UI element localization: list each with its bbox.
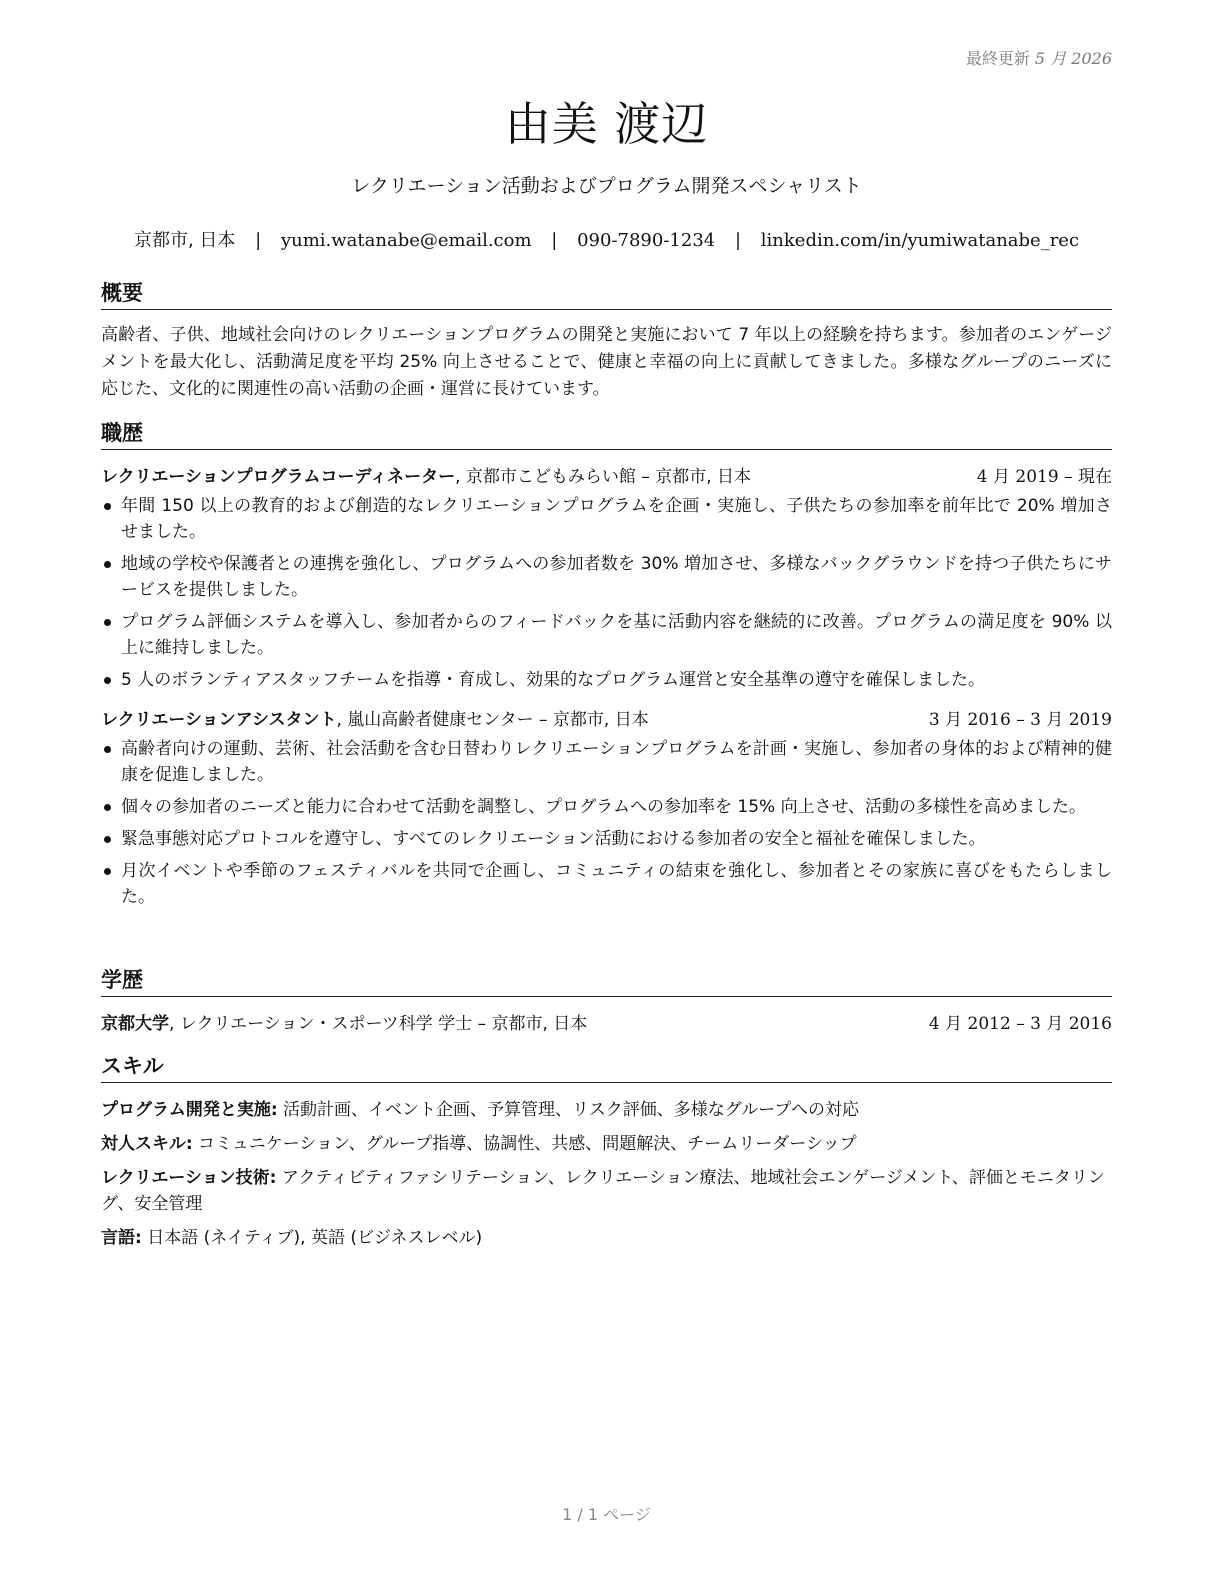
list-item: 5 人のボランティアスタッフチームを指導・育成し、効果的なプログラム運営と安全基準の遵守を確保しました。: [101, 667, 1112, 693]
contact-line: [101, 226, 1112, 252]
skill-label: 対人スキル:: [101, 1134, 193, 1154]
contact-phone[interactable]: 090-7890-1234: [577, 230, 716, 251]
candidate-tagline: レクリエーション活動およびプログラム開発スペシャリスト: [351, 175, 862, 197]
education-school: 京都大学: [101, 1014, 169, 1034]
skill-value: 日本語 (ネイティブ), 英語 (ビジネスレベル): [141, 1228, 483, 1248]
list-item: 月次イベントや季節のフェスティバルを共同で企画し、コミュニティの結束を強化し、参加者とその家族に喜びをもたらしました。: [101, 858, 1112, 910]
job-header: [101, 464, 1112, 491]
education-detail: , レクリエーション・スポーツ科学 学士 – 京都市, 日本: [169, 1014, 588, 1034]
list-item: 高齢者向けの運動、芸術、社会活動を含む日替わりレクリエーションプログラムを計画・実施し、参加者の身体的および精神的健康を促進しました。: [101, 736, 1112, 788]
skills-title: スキル: [101, 1050, 1112, 1083]
education-dates: 4 月 2012 – 3 月 2016: [928, 1014, 1112, 1034]
summary-title: 概要: [101, 277, 1112, 310]
contact-separator: |: [734, 230, 742, 251]
job-entry: [101, 464, 1112, 693]
last-updated: [966, 46, 1112, 69]
education-entry: [101, 1011, 1112, 1038]
job-role: レクリエーションアシスタント: [101, 710, 337, 730]
list-item: プログラム評価システムを導入し、参加者からのフィードバックを基に活動内容を継続的に改善。プログラムの満足度を 90% 以上に維持しました。: [101, 609, 1112, 661]
page-indicator: 1 / 1 ページ: [562, 1505, 651, 1524]
list-item: 緊急事態対応プロトコルを遵守し、すべてのレクリエーション活動における参加者の安全と福祉を確保しました。: [101, 826, 1112, 852]
job-dates: 3 月 2016 – 3 月 2019: [928, 710, 1112, 730]
skill-label: 言語:: [101, 1228, 142, 1248]
contact-location: 京都市, 日本: [133, 230, 236, 251]
list-item: 個々の参加者のニーズと能力に合わせて活動を調整し、プログラムへの参加率を 15% 向上させ、活動の多様性を高めました。: [101, 794, 1112, 820]
last-updated-label: 最終更新: [965, 49, 1030, 68]
job-dates: 4 月 2019 – 現在: [976, 467, 1112, 487]
skill-row: [101, 1165, 1112, 1217]
job-bullets: [101, 493, 1112, 693]
contact-email[interactable]: yumi.watanabe@email.com: [280, 230, 532, 251]
candidate-name: 由美 渡辺: [504, 97, 709, 151]
skill-row: [101, 1097, 1112, 1123]
skill-value: アクティビティファシリテーション、レクリエーション療法、地域社会エンゲージメント、評価とモニタリング、安全管理: [101, 1168, 1105, 1214]
job-org: , 京都市こどもみらい館 – 京都市, 日本: [455, 467, 752, 487]
contact-linkedin[interactable]: linkedin.com/in/yumiwatanabe_rec: [760, 230, 1080, 251]
contact-separator: |: [551, 230, 558, 251]
summary-section: [101, 277, 1112, 403]
job-role: レクリエーションプログラムコーディネーター: [101, 467, 456, 487]
skill-value: 活動計画、イベント企画、予算管理、リスク評価、多様なグループへの対応: [277, 1100, 860, 1120]
experience-title: 職歴: [101, 417, 1112, 450]
resume-page: [101, 0, 1112, 1584]
list-item: 年間 150 以上の教育的および創造的なレクリエーションプログラムを企画・実施し、子供たちの参加率を前年比で 20% 増加させました。: [101, 493, 1112, 545]
job-bullets: [101, 736, 1112, 910]
skill-row: [101, 1225, 1112, 1251]
skill-label: レクリエーション技術:: [101, 1168, 277, 1188]
job-org: , 嵐山高齢者健康センター – 京都市, 日本: [336, 710, 649, 730]
skill-value: コミュニケーション、グループ指導、協調性、共感、問題解決、チームリーダーシップ: [192, 1134, 857, 1154]
skills-section: [101, 1050, 1112, 1251]
summary-text: 高齢者、子供、地域社会向けのレクリエーションプログラムの開発と実施において 7 年以上の経験を持ちます。参加者のエンゲージメントを最大化し、活動満足度を平均 25% 向上させることで、健康と幸福の向上に貢献してきました。多様なグループのニーズに応じた、文化的に関連性の高い活動の企画・運営に長けています。: [101, 325, 1112, 399]
job-entry: [101, 707, 1112, 910]
contact-separator: |: [255, 230, 262, 251]
list-item: 地域の学校や保護者との連携を強化し、プログラムへの参加者数を 30% 増加させ、多様なバックグラウンドを持つ子供たちにサービスを提供しました。: [101, 551, 1112, 603]
job-header: [101, 707, 1112, 734]
skill-row: [101, 1131, 1112, 1157]
last-updated-date: 5 月 2026: [1034, 49, 1112, 68]
education-section: [101, 964, 1112, 1038]
skill-label: プログラム開発と実施:: [101, 1100, 278, 1120]
education-title: 学歴: [101, 964, 1112, 997]
experience-section: [101, 417, 1112, 916]
